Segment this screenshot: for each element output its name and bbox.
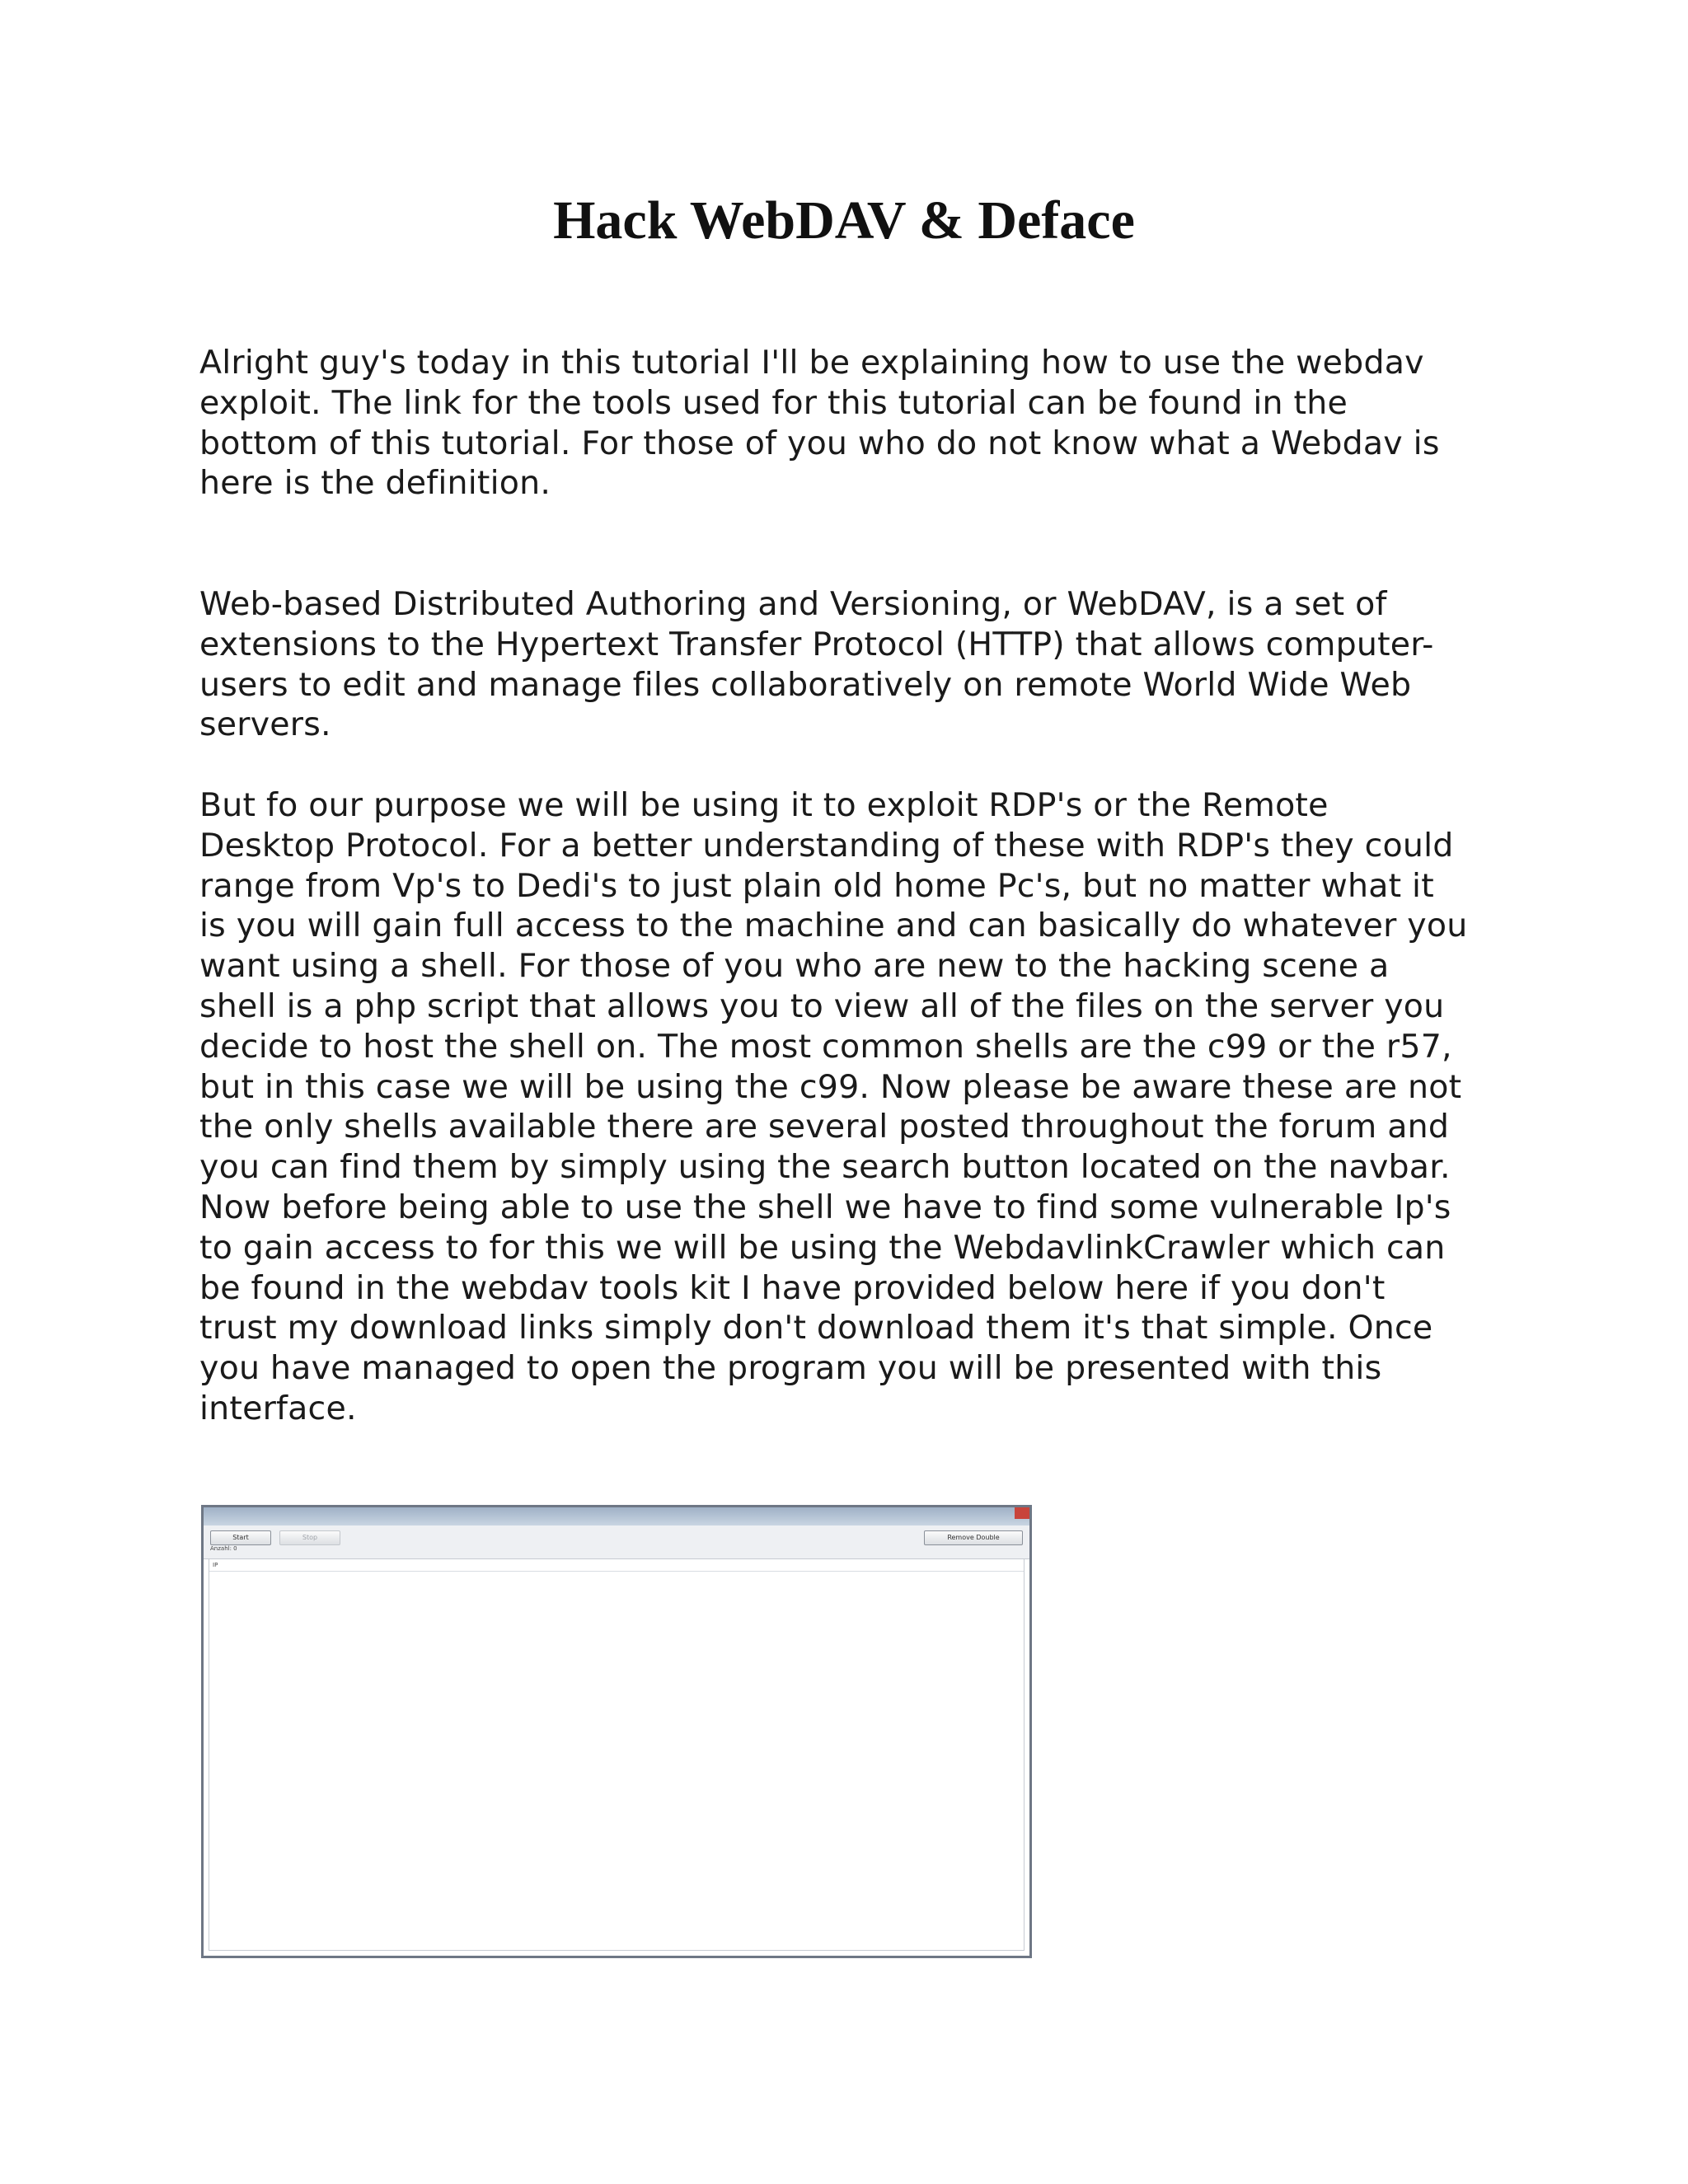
stop-button: Stop [279,1530,340,1545]
paragraph-line: Desktop Protocol. For a better understanding of these with RDP's they could [199,826,1454,865]
paragraph-line: want using a shell. For those of you who are new to the hacking scene a [199,947,1390,986]
paragraph-line: be found in the webdav tools kit I have provided below here if you don't [199,1268,1386,1307]
paragraph-line: users to edit and manage files collaboratively on remote World Wide Web [199,665,1412,704]
paragraph-line: interface. [199,1389,357,1427]
paragraph-line: Web-based Distributed Authoring and Versioning, or WebDAV, is a set of [199,585,1387,623]
explanation-paragraph [199,785,1485,1429]
paragraph-line: Now before being able to use the shell we have to find some vulnerable Ip's [199,1188,1451,1226]
paragraph-line: to gain access to for this we will be using the WebdavlinkCrawler which can [199,1228,1446,1267]
close-icon [1015,1507,1029,1519]
document-title: Hack WebDAV & Deface [553,190,1135,251]
paragraph-line: but in this case we will be using the c99. Now please be aware these are not [199,1067,1462,1106]
ip-list [209,1558,1025,1951]
paragraph-line: is you will gain full access to the machine and can basically do whatever you [199,907,1468,945]
paragraph-line: decide to host the shell on. The most common shells are the c99 or the r57, [199,1027,1452,1066]
start-button: Start [210,1530,271,1545]
remove-double-button: Remove Double [924,1530,1023,1545]
paragraph-line: range from Vp's to Dedi's to just plain old home Pc's, but no matter what it [199,866,1434,905]
paragraph-line: the only shells available there are several posted throughout the forum and [199,1108,1450,1146]
paragraph-line: trust my download links simply don't download them it's that simple. Once [199,1309,1433,1347]
paragraph-line: Alright guy's today in this tutorial I'll be explaining how to use the webdav [199,344,1424,382]
paragraph-line: shell is a php script that allows you to view all of the files on the server you [199,987,1445,1025]
app-titlebar [204,1507,1029,1526]
intro-paragraph [199,343,1485,504]
paragraph-line: But fo our purpose we will be using it to exploit RDP's or the Remote [199,786,1329,824]
paragraph-line: you can find them by simply using the search button located on the navbar. [199,1148,1451,1187]
paragraph-line: servers. [199,705,331,744]
crawler-interface-screenshot [201,1505,1032,1958]
paragraph-line: you have managed to open the program you will be presented with this [199,1349,1382,1388]
paragraph-line: here is the definition. [199,464,551,503]
count-label: Anzahl: 0 [210,1545,237,1552]
definition-paragraph [199,584,1485,745]
paragraph-line: bottom of this tutorial. For those of you who do not know what a Webdav is [199,424,1440,462]
paragraph-line: exploit. The link for the tools used for this tutorial can be found in the [199,383,1348,422]
ip-list-header: IP [209,1559,1024,1572]
paragraph-line: extensions to the Hypertext Transfer Protocol (HTTP) that allows computer- [199,625,1434,663]
